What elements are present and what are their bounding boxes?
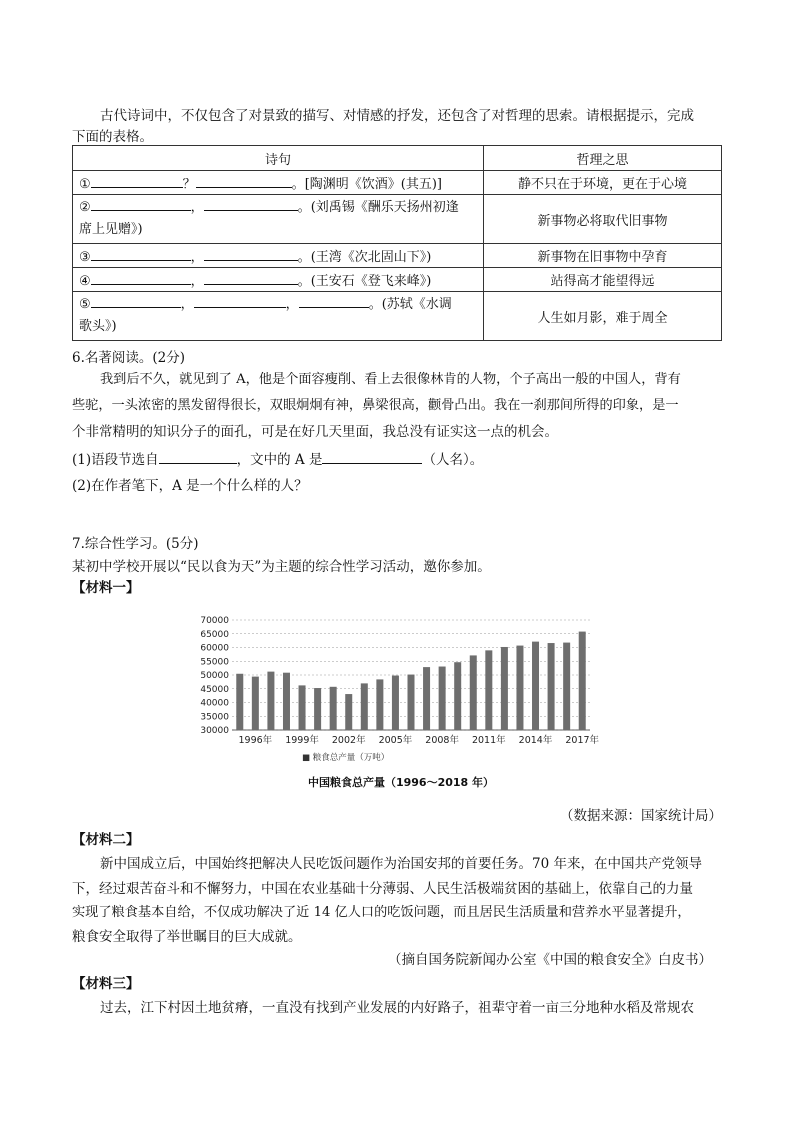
answer-blank[interactable]: [196, 175, 292, 188]
grain-chart-svg: [190, 612, 600, 797]
y-tick-label: 70000: [200, 616, 229, 626]
answer-blank[interactable]: [91, 272, 191, 285]
header-poem: 诗句: [73, 146, 484, 171]
poem-source: (苏轼《水调: [381, 297, 452, 312]
x-tick-label: 2011年: [471, 735, 506, 746]
bar-2014年: [516, 646, 523, 730]
answer-blank[interactable]: [204, 198, 298, 211]
poem-cell: ② ， 。(刘禹锡《酬乐天扬州初逢 席上见赠》): [73, 195, 484, 244]
intro-line-2: 下面的表格。: [72, 129, 153, 145]
intro-line-1: 古代诗词中，不仅包含了对景致的描写、对情感的抒发，还包含了对哲理的思索。请根据提示，完成: [100, 108, 694, 124]
poem-cell: ④ ， 。(王安石《登飞来峰》): [73, 268, 484, 292]
answer-blank[interactable]: [159, 451, 237, 464]
bar-2003年: [345, 694, 352, 730]
bar-2012年: [485, 650, 492, 730]
poem-source: (刘禹锡《酬乐天扬州初逢: [310, 200, 459, 215]
material-2-para-4: 粮食安全取得了举世瞩目的巨大成就。: [72, 929, 302, 945]
x-tick-label: 2008年: [425, 735, 459, 746]
bar-2005年: [376, 679, 383, 730]
q7-intro: 某初中学校开展以“民以食为天”为主题的综合性学习活动，邀你参加。: [72, 559, 491, 575]
table-header-row: [73, 146, 722, 171]
table-row: [73, 292, 722, 341]
x-tick-label: 2017年: [565, 735, 600, 746]
material-1-label: 【材料一】: [72, 580, 140, 596]
bar-2018年: [579, 632, 586, 730]
q6-para-3: 个非常精明的知识分子的面孔，可是在好几天里面，我总没有证实这一点的机会。: [72, 424, 558, 440]
q7-title: 7.综合性学习。(5分): [72, 536, 199, 552]
bar-2011年: [470, 655, 477, 730]
material-3-label: 【材料三】: [72, 976, 140, 992]
philosophy-cell: 人生如月影，难于周全: [484, 292, 722, 341]
bar-2009年: [439, 667, 446, 730]
bar-2002年: [330, 687, 337, 730]
bar-1997年: [252, 677, 259, 730]
x-tick-label: 1996年: [238, 735, 273, 746]
bar-2001年: [314, 688, 321, 730]
chart-title: 中国粮食总产量（1996～2018 年）: [307, 776, 495, 789]
x-tick-label: 1999年: [285, 735, 319, 746]
q6-para-2: 些驼，一头浓密的黑发留得很长，双眼炯炯有神，鼻梁很高，颧骨凸出。我在一刹那间所得的印象，是一: [72, 398, 679, 413]
poem-source-cont: 歌头》): [79, 319, 117, 334]
legend: ■ 粮食总产量（万吨）: [302, 753, 390, 763]
bar-2007年: [407, 675, 414, 730]
y-tick-label: 60000: [200, 643, 229, 654]
table-row: [73, 244, 722, 268]
philosophy-cell: 新事物在旧事物中孕育: [484, 244, 722, 268]
bar-2013年: [501, 647, 508, 730]
answer-blank[interactable]: [322, 451, 422, 464]
answer-blank[interactable]: [204, 272, 298, 285]
q6-sub-1: (1)语段节选自 ，文中的 A 是 （人名）。: [72, 452, 484, 468]
y-tick-label: 50000: [200, 671, 229, 681]
philosophy-cell: 静不只在于环境，更在于心境: [484, 171, 722, 195]
y-tick-label: 30000: [200, 726, 229, 736]
poem-cell: ① ？ 。[陶渊明《饮酒》(其五)]: [73, 171, 484, 195]
bar-1999年: [283, 673, 290, 730]
data-source: （数据来源：国家统计局）: [560, 808, 722, 824]
table-row: [73, 268, 722, 292]
answer-blank[interactable]: [299, 295, 369, 308]
bar-1998年: [267, 672, 274, 730]
bar-2015年: [532, 642, 539, 730]
grain-chart: [190, 612, 600, 797]
q6-para-1: 我到后不久，就见到了 A，他是个面容瘦削、看上去很像林肯的人物，个子高出一般的中国人，背有: [100, 372, 681, 387]
material-2-para-2: 下，经过艰苦奋斗和不懈努力，中国在农业基础十分薄弱、人民生活极端贫困的基础上，依靠自己的力量: [72, 881, 693, 897]
material-2-label: 【材料二】: [72, 832, 140, 848]
x-tick-label: 2005年: [378, 735, 413, 746]
row-number: ①: [79, 177, 91, 192]
table-row: [73, 171, 722, 195]
y-tick-label: 55000: [200, 657, 229, 668]
answer-blank[interactable]: [91, 175, 183, 188]
bar-2000年: [299, 685, 306, 730]
answer-blank[interactable]: [91, 248, 191, 261]
answer-blank[interactable]: [91, 295, 181, 308]
material-2-para-1: 新中国成立后，中国始终把解决人民吃饭问题作为治国安邦的首要任务。70 年来，在中国共产党领导: [100, 856, 702, 872]
y-tick-label: 40000: [200, 698, 229, 709]
bar-2016年: [548, 643, 555, 730]
row-number: ④: [79, 274, 91, 289]
poem-source: (王安石《登飞来峰》): [310, 274, 432, 289]
material-3-para-1: 过去，江下村因土地贫瘠，一直没有找到产业发展的内好路子，祖辈守着一亩三分地种水稻及常规农: [100, 1000, 694, 1016]
philosophy-cell: 站得高才能望得远: [484, 268, 722, 292]
row-number: ③: [79, 250, 91, 265]
y-tick-label: 65000: [200, 629, 229, 640]
y-tick-label: 45000: [200, 684, 229, 695]
bar-2017年: [563, 643, 570, 730]
row-number: ②: [79, 200, 91, 215]
x-tick-label: 2002年: [331, 735, 366, 746]
poem-cell: ③ ， 。(王湾《次北固山下》): [73, 244, 484, 268]
philosophy-cell: 新事物必将取代旧事物: [484, 195, 722, 244]
poem-table: [72, 145, 722, 341]
material-2-source: （摘自国务院新闻办公室《中国的粮食安全》白皮书）: [388, 952, 712, 968]
q6-sub-2: (2)在作者笔下，A 是一个什么样的人？: [72, 478, 308, 494]
poem-source: (王湾《次北固山下》): [310, 250, 432, 265]
bar-2010年: [454, 662, 461, 730]
table-row: [73, 195, 722, 244]
answer-blank[interactable]: [194, 295, 286, 308]
bar-1996年: [236, 674, 243, 730]
q6-title: 6.名著阅读。(2分): [72, 350, 186, 366]
header-philosophy: 哲理之思: [484, 146, 722, 171]
answer-blank[interactable]: [91, 198, 191, 211]
bar-2006年: [392, 676, 399, 730]
bar-2004年: [361, 683, 368, 730]
row-number: ⑤: [79, 297, 91, 312]
y-tick-label: 35000: [200, 712, 229, 723]
poem-source-cont: 席上见赠》): [79, 222, 143, 237]
poem-source: [陶渊明《饮酒》(其五)]: [304, 177, 442, 192]
poem-cell: ⑤ ， ， 。(苏轼《水调 歌头》): [73, 292, 484, 341]
bar-2008年: [423, 667, 430, 730]
material-2-para-3: 实现了粮食基本自给，不仅成功解决了近 14 亿人口的吃饭问题，而且居民生活质量和营养水平显著提升，: [72, 905, 691, 920]
answer-blank[interactable]: [204, 248, 298, 261]
x-tick-label: 2014年: [518, 735, 553, 746]
